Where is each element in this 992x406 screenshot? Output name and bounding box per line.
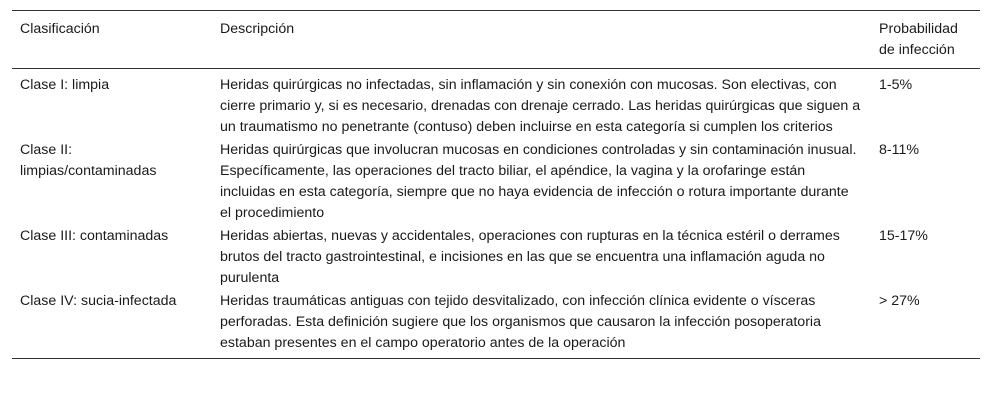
row-classification: Clase II: limpias/contaminadas bbox=[20, 142, 157, 179]
header-classification: Clasificación bbox=[20, 21, 100, 37]
row-probability: 15-17% bbox=[879, 228, 928, 244]
row-probability: > 27% bbox=[879, 293, 920, 309]
row-description: Heridas abiertas, nuevas y accidentales, operaciones con rupturas en la técnica estéril o derrames brutos del tracto gastrointestinal, e incisiones en las que se encuentra una inflamación aguda no purulenta bbox=[220, 228, 840, 286]
table-body bbox=[12, 69, 980, 359]
header-description: Descripción bbox=[220, 21, 295, 37]
table-header bbox=[12, 11, 980, 69]
row-classification: Clase I: limpia bbox=[20, 77, 110, 93]
header-row bbox=[12, 11, 980, 69]
header-probability: Probabilidad de infección bbox=[879, 21, 958, 58]
table-row bbox=[12, 224, 980, 289]
table-row bbox=[12, 69, 980, 139]
row-probability: 8-11% bbox=[879, 142, 919, 158]
row-probability: 1-5% bbox=[879, 77, 913, 93]
row-classification: Clase III: contaminadas bbox=[20, 228, 169, 244]
wound-classification-table bbox=[12, 10, 980, 359]
table-row bbox=[12, 289, 980, 359]
table-row bbox=[12, 138, 980, 224]
row-description: Heridas traumáticas antiguas con tejido desvitalizado, con infección clínica evidente o vísceras perforadas. Esta definición sugiere que los organismos que causaron la infección posoperatoria estaban presentes en el campo operatorio antes de la operación bbox=[220, 293, 821, 351]
row-description: Heridas quirúrgicas que involucran mucosas en condiciones controladas y sin contaminación inusual. Específicamente, las operaciones del tracto biliar, el apéndice, la vagina y la orofaringe están incluidas en esta categoría, siempre que no haya evidencia de infección o rotura importante durante el procedimiento bbox=[220, 142, 857, 221]
row-classification: Clase IV: sucia-infectada bbox=[20, 293, 177, 309]
wound-classification-table-container bbox=[12, 10, 980, 359]
row-description: Heridas quirúrgicas no infectadas, sin inflamación y sin conexión con mucosas. Son electivas, con cierre primario y, si es necesario, drenadas con drenaje cerrado. Las heridas quirúrgicas que siguen a un traumatismo no penetrante (contuso) deben incluirse en esta categoría si cumplen los criterios bbox=[220, 77, 861, 135]
